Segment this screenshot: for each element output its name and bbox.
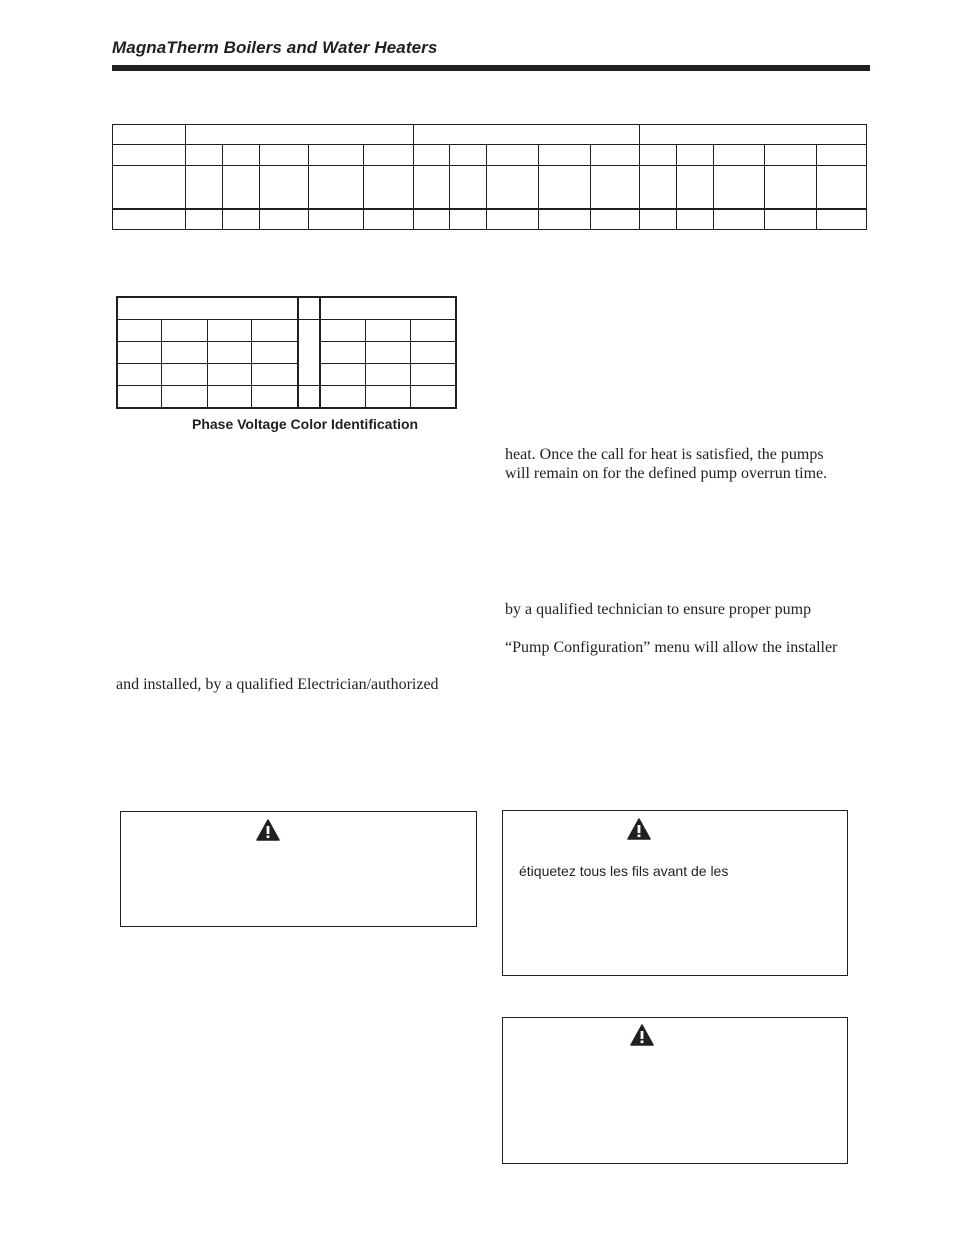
right-column-line-1: heat. Once the call for heat is satisfied, the pumps (505, 446, 824, 463)
table-row (117, 297, 456, 320)
table-row (117, 320, 456, 342)
table-row (117, 342, 456, 364)
page-header-title: MagnaTherm Boilers and Water Heaters (112, 38, 438, 57)
right-column-line-4: “Pump Configuration” menu will allow the installer (505, 639, 838, 656)
table-cell (414, 125, 640, 145)
french-warning-text: étiquetez tous les fils avant de les (519, 863, 729, 879)
table-cell (640, 125, 867, 145)
table-row (113, 166, 867, 210)
table-row (113, 125, 867, 145)
warning-triangle-icon (627, 818, 651, 840)
warning-triangle-icon (256, 819, 280, 841)
warning-box-french (502, 810, 848, 976)
phase-table-caption: Phase Voltage Color Identification (192, 416, 419, 432)
right-column-line-3: by a qualified technician to ensure proper pump (505, 601, 812, 618)
table-row (117, 386, 456, 409)
table-row (117, 364, 456, 386)
phase-voltage-table (116, 296, 457, 409)
table-cell (113, 125, 186, 145)
warning-box-left (120, 811, 477, 927)
table-cell (186, 125, 414, 145)
table-row (113, 145, 867, 166)
header-rule (112, 65, 870, 71)
left-column-line-1: and installed, by a qualified Electrician/authorized (116, 676, 439, 693)
right-column-line-2: will remain on for the defined pump overrun time. (505, 465, 828, 482)
specification-table (112, 124, 867, 230)
table-row (113, 209, 867, 230)
warning-triangle-icon (630, 1024, 654, 1046)
warning-box-lower-right (502, 1017, 848, 1164)
